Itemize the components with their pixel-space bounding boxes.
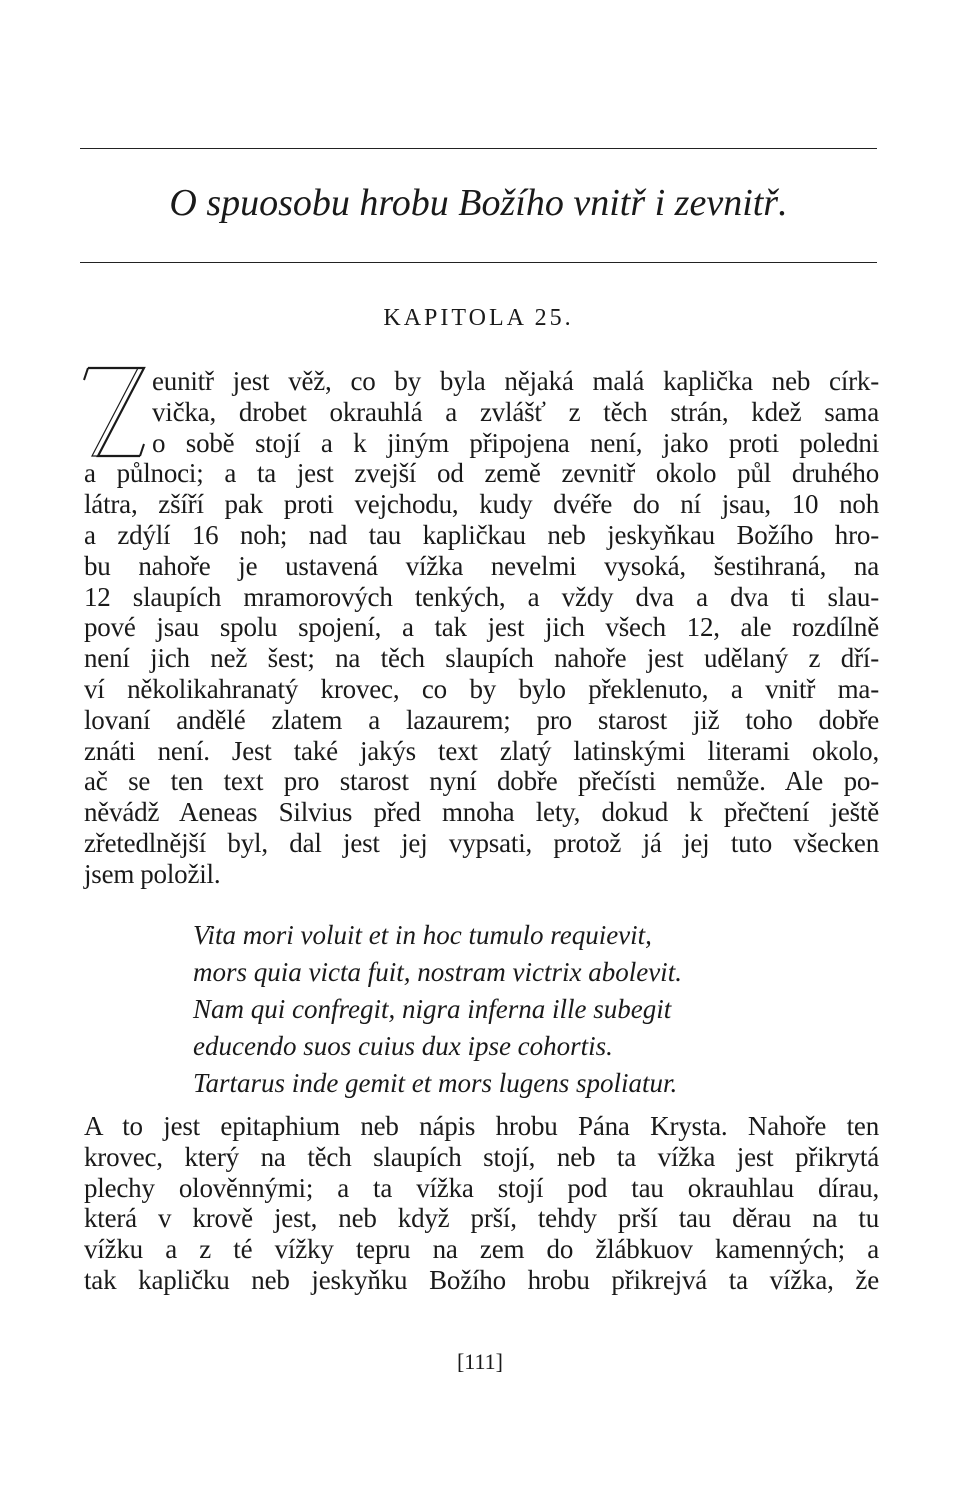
text-line: není jich než šest; na těch slaupích nahoře jest udělaný z dří- xyxy=(84,643,879,674)
chapter-title: O spuosobu hrobu Božího vnitř i zevnitř. xyxy=(169,182,788,224)
text-line: tak kapličku neb jeskyňku Božího hrobu přikrejvá ta vížka, že xyxy=(84,1264,879,1295)
text-line: a půlnoci; a ta jest zvejší od země zevnitř okolo půl druhého xyxy=(84,458,879,489)
verse-line: Tartarus inde gemit et mors lugens spoliatur. xyxy=(193,1068,678,1098)
text-line: znáti není. Jest také jakýs text zlatý latinskými literami okolo, xyxy=(84,735,879,766)
verse-line: Vita mori voluit et in hoc tumulo requievit, xyxy=(193,920,652,950)
text-line: eunitř jest věž, co by byla nějaká malá kaplička neb círk- xyxy=(152,366,879,396)
chapter-number: KAPITOLA 25. xyxy=(383,305,574,331)
paragraph-1 xyxy=(84,366,879,890)
text-line: bu nahoře je ustavená vížka nevelmi vysoká, šestihraná, na xyxy=(84,550,879,581)
text-line: něvádž Aeneas Silvius před mnoha lety, dokud k přečtení ještě xyxy=(84,797,879,828)
text-line: a zdýlí 16 noh; nad tau kapličkau neb jeskyňkau Božího hro- xyxy=(84,519,879,550)
text-line: jsem položil. xyxy=(84,858,221,889)
text-line: ač se ten text pro starost nyní dobře přečísti nemůže. Ale po- xyxy=(84,766,879,797)
page-number: [111] xyxy=(456,1349,504,1374)
top-rule xyxy=(80,148,877,149)
text-line: krovec, který na těch slaupích stojí, neb ta vížka jest přikrytá xyxy=(84,1141,879,1172)
text-line: o sobě stojí a k jiným připojena není, jako proti poledni xyxy=(152,427,879,458)
text-line: vížku a z té vížky tepru na zem do žlábkuov kamenných; a xyxy=(84,1234,879,1265)
text-line: lovaní andělé zlatem a lazaurem; pro starost již toho dobře xyxy=(84,704,879,735)
verse-line: educendo suos cuius dux ipse cohortis. xyxy=(193,1031,613,1061)
verse-line: mors quia victa fuit, nostram victrix abolevit. xyxy=(193,957,682,987)
latin-epitaph-verse xyxy=(193,917,833,1102)
text-line: zřetedlnější byl, dal jest jej vypsati, protož já jej tuto všecken xyxy=(84,827,879,858)
text-line: ví několikahranatý krovec, co by bylo překlenuto, a vnitř ma- xyxy=(84,673,879,704)
text-line: pové jsau spolu spojení, a tak jest jich všech 12, ale rozdílně xyxy=(84,612,879,643)
text-line: látra, zšíří pak proti vejchodu, kudy dvéře do ní jsau, 10 noh xyxy=(84,489,879,520)
text-line: plechy olověnnými; a ta vížka stojí pod tau okrauhlau dírau, xyxy=(84,1172,879,1203)
text-line: vička, drobet okrauhlá a zvlášť z těch strán, kdež sama xyxy=(152,396,879,427)
text-line: A to jest epitaphium neb nápis hrobu Pána Krysta. Nahoře ten xyxy=(84,1111,879,1141)
verse-line: Nam qui confregit, nigra inferna ille subegit xyxy=(193,994,672,1024)
text-line: která v krově jest, neb když prší, tehdy prší tau děrau na tu xyxy=(84,1203,879,1234)
bottom-rule xyxy=(80,262,877,263)
paragraph-2 xyxy=(84,1111,879,1296)
text-line: 12 slaupích mramorových tenkých, a vždy dva a dva ti slau- xyxy=(84,581,879,612)
